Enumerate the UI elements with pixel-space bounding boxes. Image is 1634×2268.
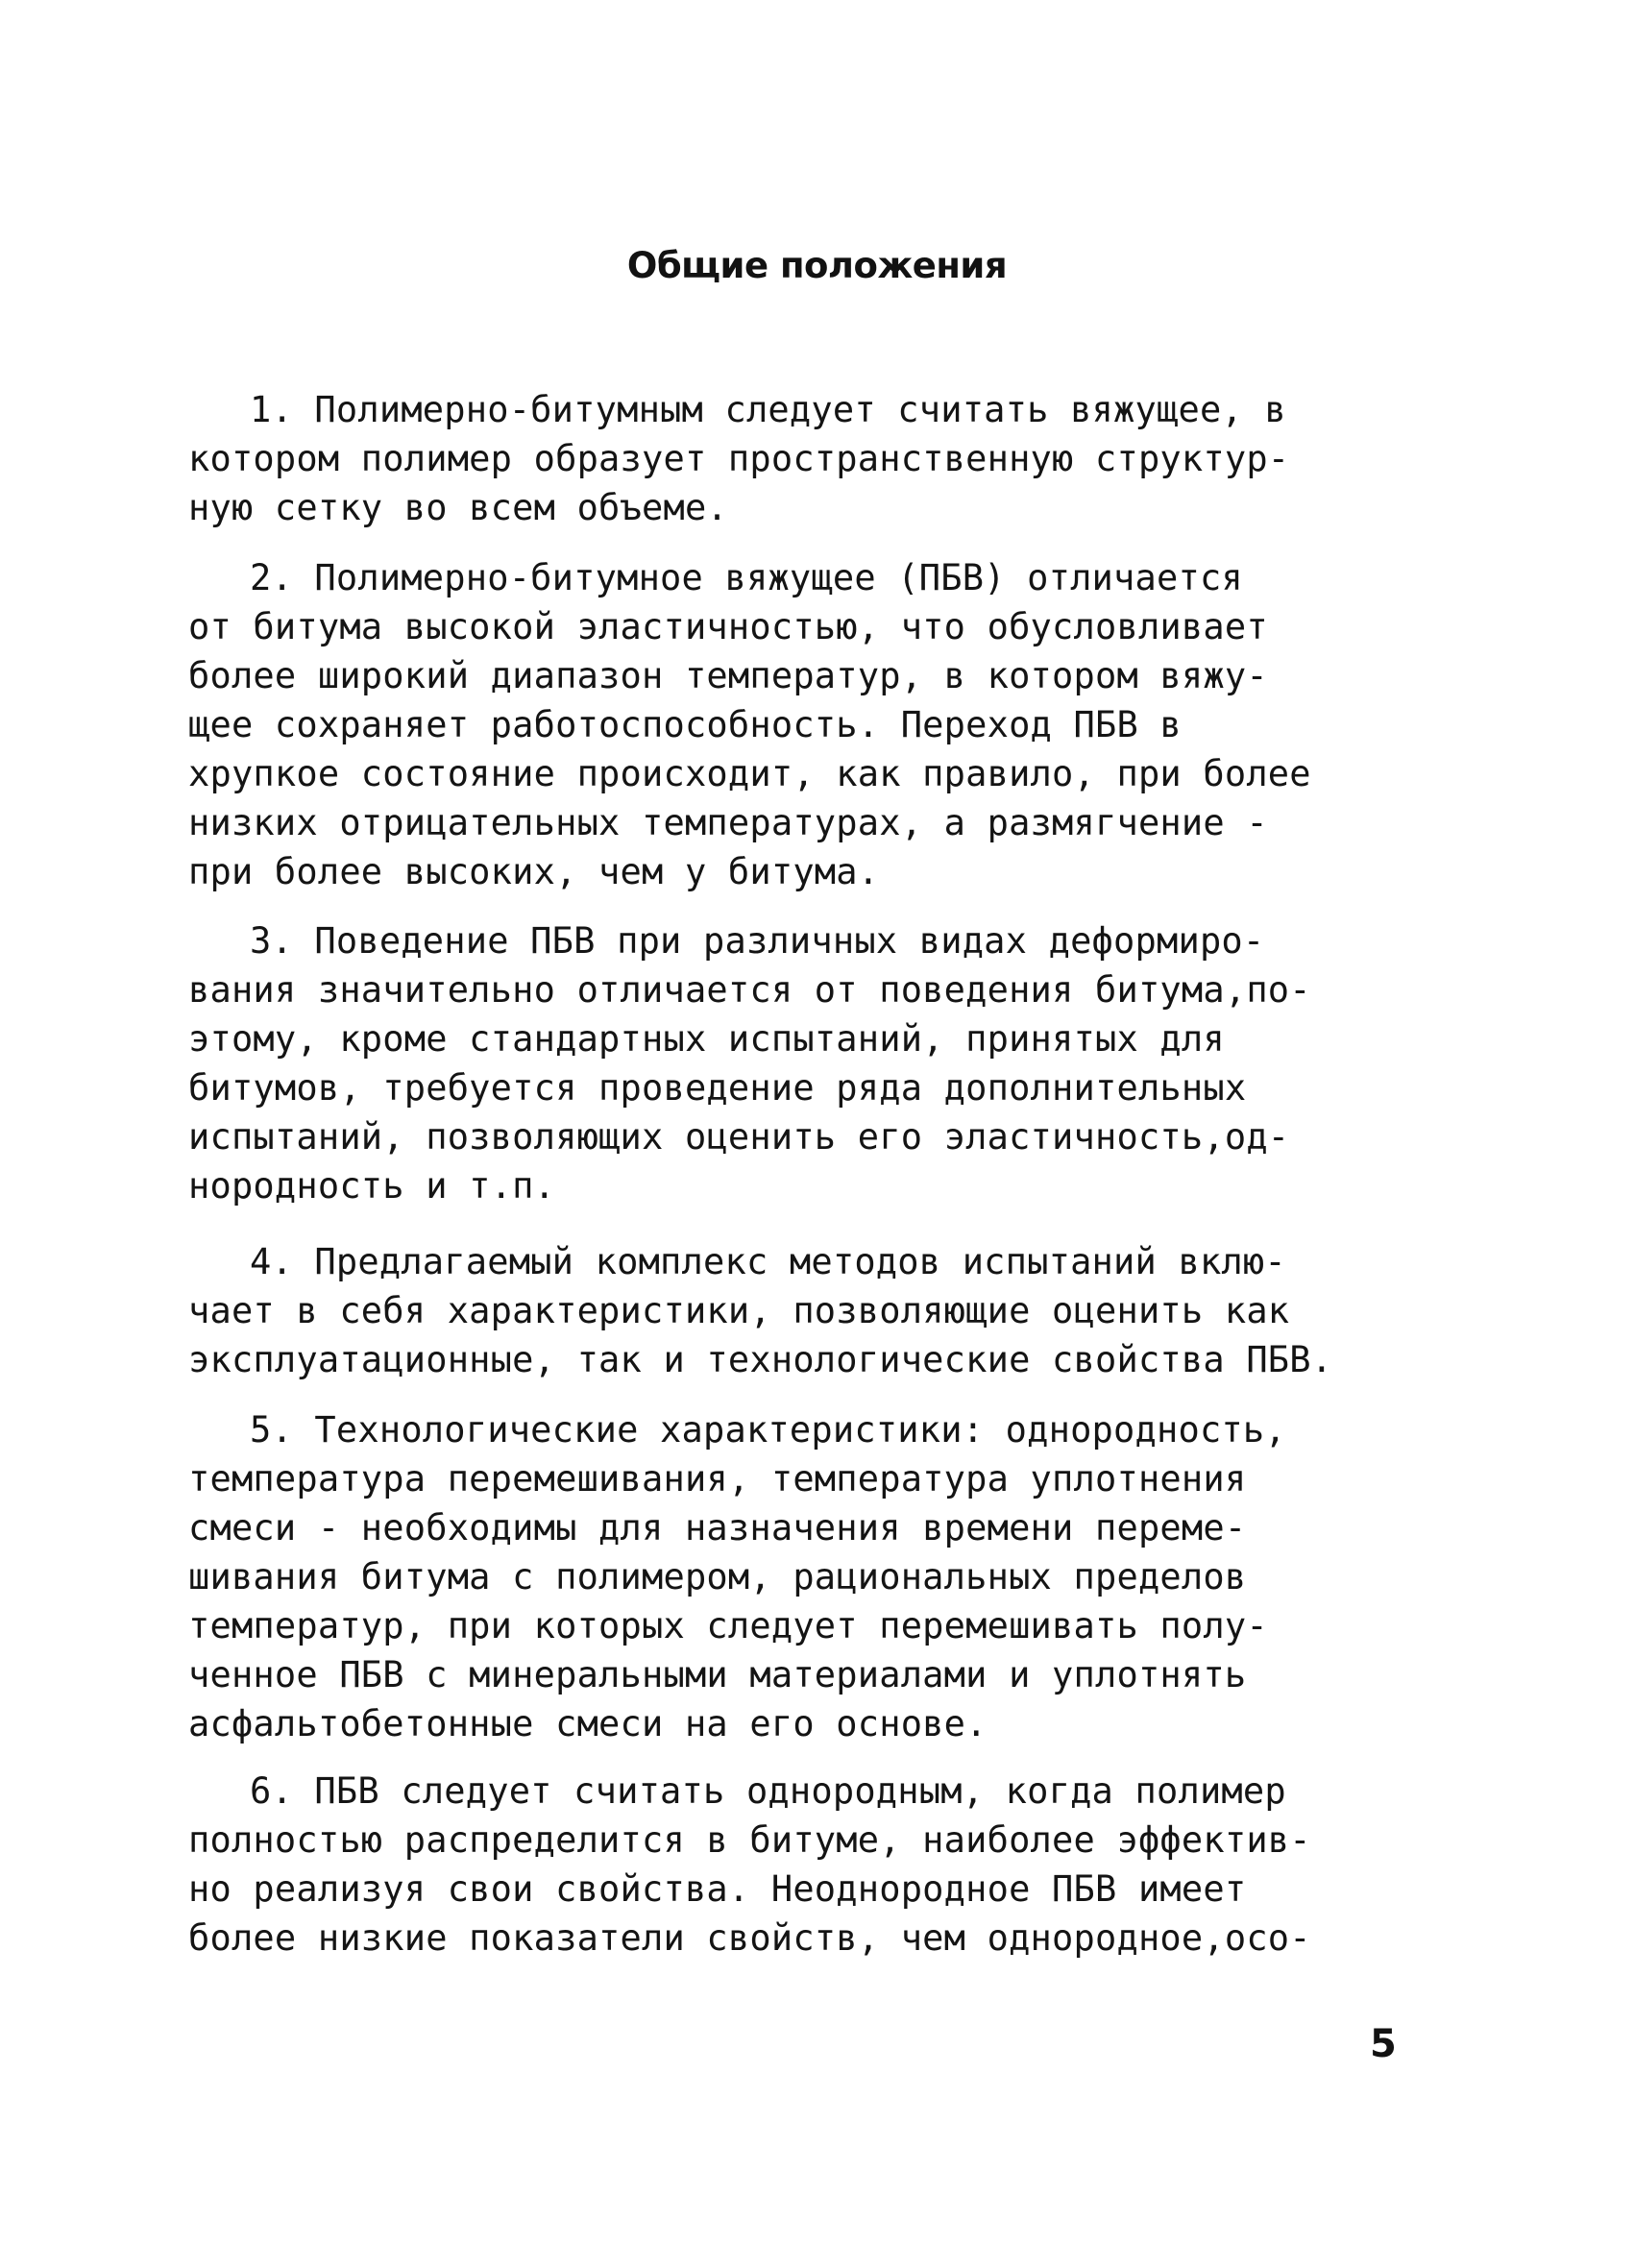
paragraph-line: котором полимер образует пространственную структур- <box>188 438 1290 479</box>
paragraph-line: испытаний, позволяющих оценить его эластичность,од- <box>188 1116 1290 1158</box>
paragraph-line: 1. Полимерно-битумным следует считать вяжущее, в <box>250 389 1286 430</box>
paragraph-2 <box>188 553 1427 896</box>
page-number: 5 <box>1370 2022 1397 2066</box>
paragraph-line: 4. Предлагаемый комплекс методов испытаний вклю- <box>250 1241 1286 1282</box>
paragraph-line: полностью распределится в битуме, наиболее эффектив- <box>188 1819 1311 1861</box>
paragraph-line: хрупкое состояние происходит, как правило, при более <box>188 753 1311 794</box>
paragraph-3 <box>188 916 1427 1210</box>
paragraph-line: шивания битума с полимером, рациональных пределов <box>188 1556 1247 1597</box>
paragraph-line: асфальтобетонные смеси на его основе. <box>188 1703 988 1744</box>
paragraph-line: 6. ПБВ следует считать однородным, когда полимер <box>250 1770 1286 1812</box>
paragraph-5 <box>188 1405 1427 1748</box>
paragraph-line: чает в себя характеристики, позволяющие оценить как <box>188 1290 1290 1331</box>
paragraph-line: температур, при которых следует перемешивать полу- <box>188 1605 1268 1646</box>
paragraph-line: этому, кроме стандартных испытаний, принятых для <box>188 1018 1225 1060</box>
paragraph-line: эксплуатационные, так и технологические свойства ПБВ. <box>188 1339 1333 1380</box>
paragraph-line: низких отрицательных температурах, а размягчение - <box>188 802 1268 843</box>
paragraph-line: ную сетку во всем объеме. <box>188 487 728 528</box>
paragraph-line: более широкий диапазон температур, в котором вяжу- <box>188 655 1268 696</box>
paragraph-line: от битума высокой эластичностью, что обусловливает <box>188 606 1268 647</box>
paragraph-line: битумов, требуется проведение ряда дополнительных <box>188 1067 1247 1109</box>
page-title: Общие положения <box>626 245 1008 286</box>
paragraph-line: при более высоких, чем у битума. <box>188 851 880 892</box>
paragraph-6 <box>188 1767 1427 1963</box>
paragraph-4 <box>188 1237 1427 1384</box>
paragraph-line: 2. Полимерно-битумное вяжущее (ПБВ) отличается <box>250 557 1243 598</box>
paragraph-line: нородность и т.п. <box>188 1165 556 1207</box>
paragraph-line: 5. Технологические характеристики: однородность, <box>250 1409 1286 1451</box>
paragraph-line: температура перемешивания, температура уплотнения <box>188 1458 1247 1500</box>
paragraph-line: щее сохраняет работоспособность. Переход ПБВ в <box>188 704 1182 745</box>
paragraph-line: 3. Поведение ПБВ при различных видах деформиро- <box>250 920 1265 962</box>
paragraph-1 <box>188 385 1427 532</box>
paragraph-line: вания значительно отличается от поведения битума,по- <box>188 969 1311 1011</box>
paragraph-line: ченное ПБВ с минеральными материалами и уплотнять <box>188 1654 1247 1695</box>
paragraph-line: более низкие показатели свойств, чем однородное,осо- <box>188 1917 1311 1959</box>
paragraph-line: смеси - необходимы для назначения времени переме- <box>188 1507 1247 1549</box>
paragraph-line: но реализуя свои свойства. Неоднородное ПБВ имеет <box>188 1868 1247 1910</box>
